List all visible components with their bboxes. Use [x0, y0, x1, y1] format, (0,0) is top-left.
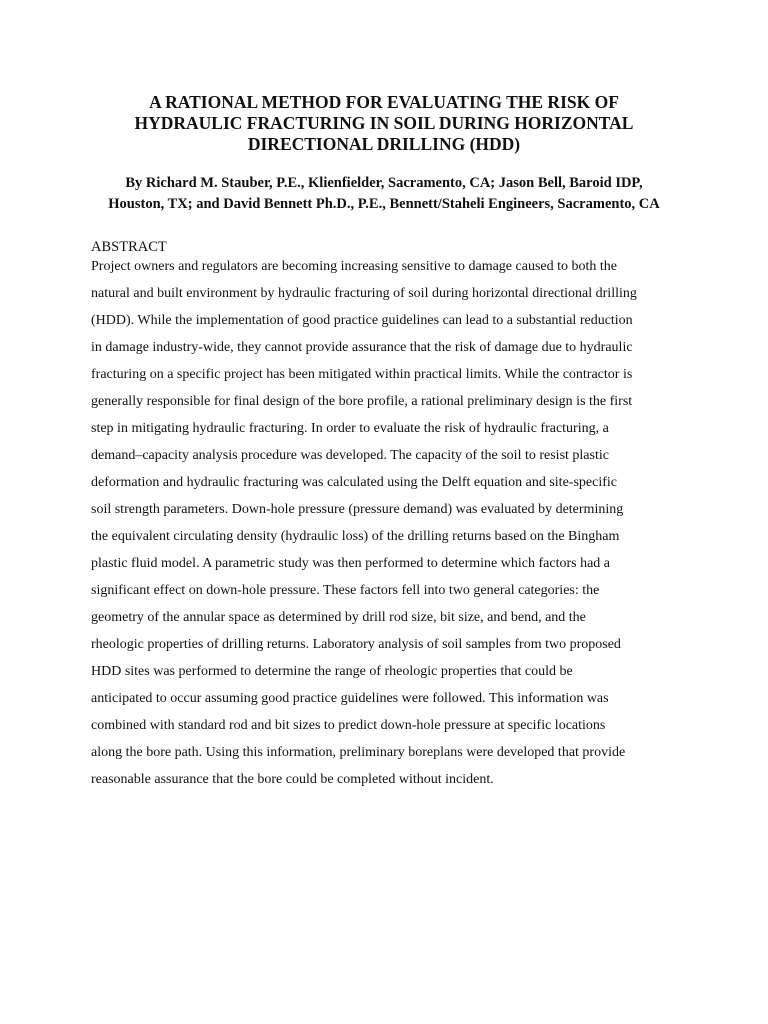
title-line: A RATIONAL METHOD FOR EVALUATING THE RISK OF	[149, 92, 619, 112]
abstract-body	[91, 253, 691, 793]
abstract-line: anticipated to occur assuming good practice guidelines were followed. This information was	[91, 691, 609, 706]
abstract-line: rheologic properties of drilling returns. Laboratory analysis of soil samples from two proposed	[91, 637, 621, 652]
abstract-line: along the bore path. Using this information, preliminary boreplans were developed that provide	[91, 745, 626, 760]
abstract-line: step in mitigating hydraulic fracturing. In order to evaluate the risk of hydraulic fracturing, a	[91, 421, 609, 436]
abstract-line: generally responsible for final design of the bore profile, a rational preliminary design is the first	[91, 394, 633, 409]
abstract-line: fracturing on a specific project has been mitigated within practical limits. While the contractor is	[91, 367, 633, 382]
author-line: By Richard M. Stauber, P.E., Klienfielder, Sacramento, CA; Jason Bell, Baroid IDP,	[125, 175, 643, 191]
abstract-line: plastic fluid model. A parametric study was then performed to determine which factors had a	[91, 556, 611, 571]
abstract-line: (HDD). While the implementation of good practice guidelines can lead to a substantial reduction	[91, 313, 633, 328]
abstract-line: deformation and hydraulic fracturing was calculated using the Delft equation and site-specific	[91, 475, 617, 490]
abstract-line: Project owners and regulators are becoming increasing sensitive to damage caused to both the	[91, 259, 617, 274]
abstract-heading: ABSTRACT	[91, 239, 167, 255]
paper-title	[84, 92, 684, 155]
author-byline	[60, 173, 708, 215]
title-line: DIRECTIONAL DRILLING (HDD)	[247, 134, 521, 154]
abstract-line: soil strength parameters. Down-hole pressure (pressure demand) was evaluated by determining	[91, 502, 624, 517]
abstract-line: natural and built environment by hydraulic fracturing of soil during horizontal directional drilling	[91, 286, 637, 301]
abstract-line: significant effect on down-hole pressure. These factors fell into two general categories: the	[91, 583, 600, 598]
abstract-line: the equivalent circulating density (hydraulic loss) of the drilling returns based on the Bingham	[91, 529, 620, 544]
title-line: HYDRAULIC FRACTURING IN SOIL DURING HORIZONTAL	[134, 113, 634, 133]
abstract-line: HDD sites was performed to determine the range of rheologic properties that could be	[91, 664, 573, 679]
abstract-line: geometry of the annular space as determined by drill rod size, bit size, and bend, and the	[91, 610, 586, 625]
abstract-line: in damage industry-wide, they cannot provide assurance that the risk of damage due to hydraulic	[91, 340, 633, 355]
abstract-line: combined with standard rod and bit sizes to predict down-hole pressure at specific locations	[91, 718, 606, 733]
abstract-line: demand–capacity analysis procedure was developed. The capacity of the soil to resist plastic	[91, 448, 609, 463]
abstract-line: reasonable assurance that the bore could be completed without incident.	[91, 772, 494, 787]
author-line: Houston, TX; and David Bennett Ph.D., P.E., Bennett/Staheli Engineers, Sacramento, CA	[108, 196, 660, 212]
